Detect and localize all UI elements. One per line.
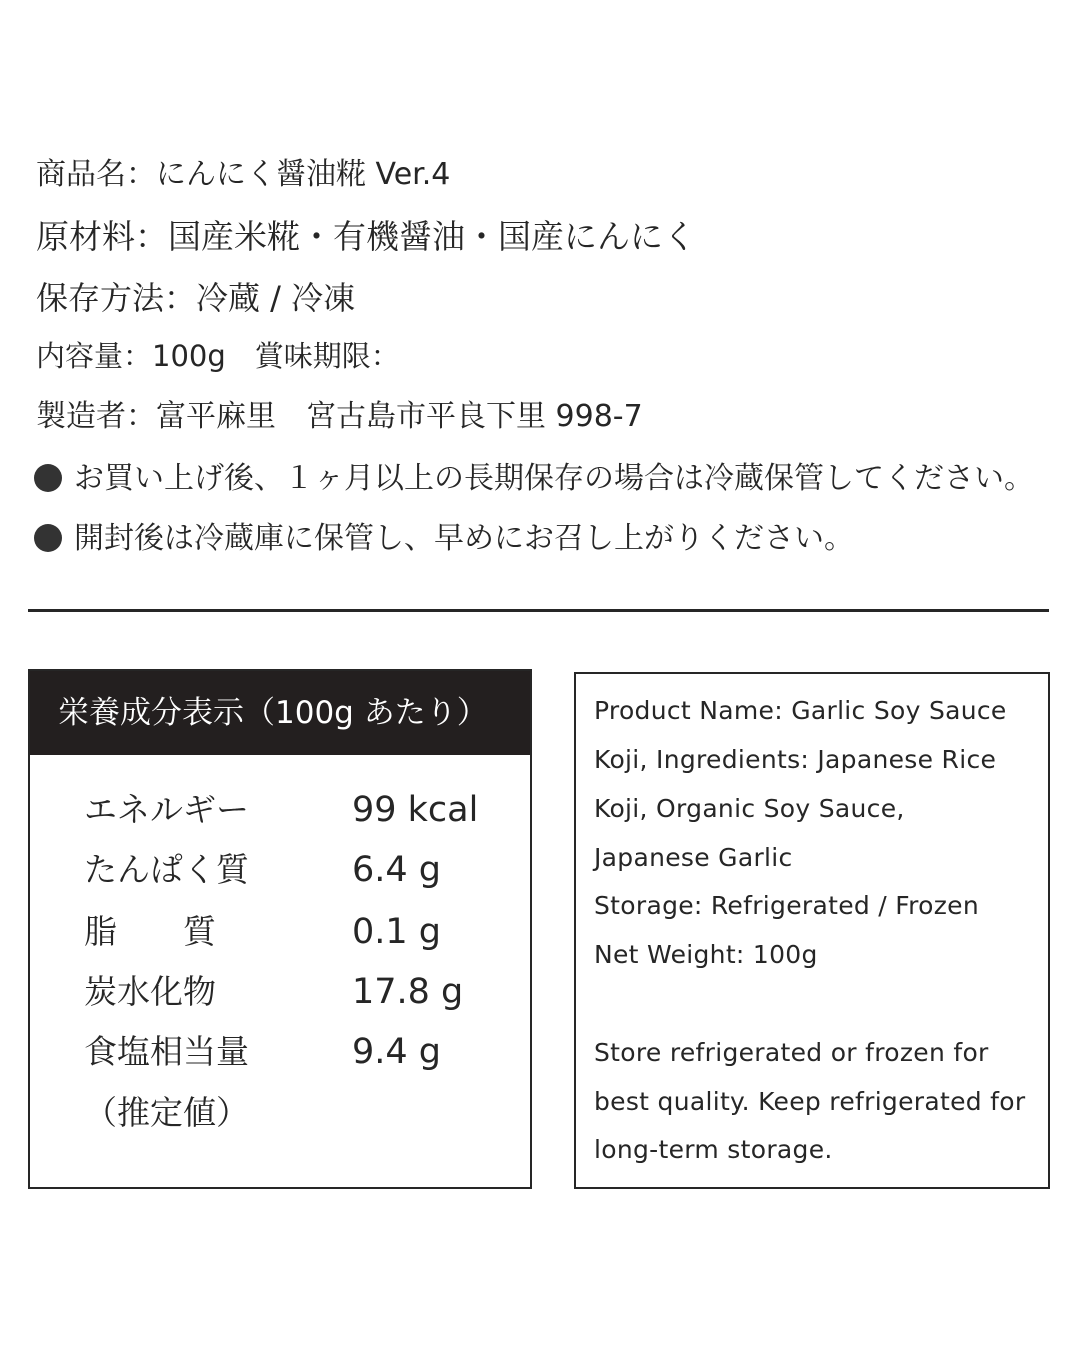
english-line: Storage: Refrigerated / Frozen [594,891,979,920]
section-divider [28,609,1049,612]
note-text: お買い上げ後、１ヶ月以上の長期保存の場合は冷蔵保管してください。 [74,461,1034,496]
net-weight-expiry-line: 内容量：100g 賞味期限： [36,339,400,373]
note-item-after-opening [34,521,854,556]
product-name-line: 商品名：にんにく醤油糀 Ver.4 [36,157,451,192]
nutrient-value: 99 kcal [352,790,479,830]
nutrition-title: 栄養成分表示（100g あたり） [30,671,530,755]
nutrient-value: 6.4 g [352,850,442,890]
english-line: Japanese Garlic [594,843,793,872]
english-line: Product Name: Garlic Soy Sauce [594,696,1007,725]
nutrient-name: 脂 質 [84,912,216,951]
nutrient-name: たんぱく質 [84,850,249,889]
nutrition-facts-panel [28,669,532,1189]
nutrition-row-carbohydrate [84,972,464,1012]
bullet-icon [34,464,62,492]
bullet-icon [34,524,62,552]
nutrient-value: 17.8 g [352,972,464,1012]
english-line: Store refrigerated or frozen for [594,1038,989,1067]
nutrient-value: 0.1 g [352,912,442,952]
storage-method-line: 保存方法：冷蔵 / 冷凍 [36,279,356,317]
english-line: Koji, Organic Soy Sauce, [594,794,905,823]
nutrition-row-fat [84,912,442,952]
note-text: 開封後は冷蔵庫に保管し、早めにお召し上がりください。 [74,521,854,556]
english-line: Net Weight: 100g [594,940,818,969]
nutrient-value: 9.4 g [352,1032,442,1072]
nutrition-row-energy [84,790,479,830]
nutrient-name: エネルギー [84,790,249,829]
nutrition-row-protein [84,850,442,890]
english-info-panel [574,672,1050,1189]
english-line: long-term storage. [594,1135,833,1164]
nutrition-footnote: （推定値） [84,1093,249,1132]
english-line: best quality. Keep refrigerated for [594,1087,1026,1116]
note-item-storage [34,461,1034,496]
english-line: Koji, Ingredients: Japanese Rice [594,745,997,774]
manufacturer-line: 製造者：富平麻里 宮古島市平良下里 998-7 [36,399,643,434]
nutrient-name: 食塩相当量 [84,1032,249,1071]
nutrient-name: 炭水化物 [84,972,216,1011]
ingredients-line: 原材料：国産米糀・有機醤油・国産にんにく [36,217,696,256]
nutrition-row-salt [84,1032,442,1072]
